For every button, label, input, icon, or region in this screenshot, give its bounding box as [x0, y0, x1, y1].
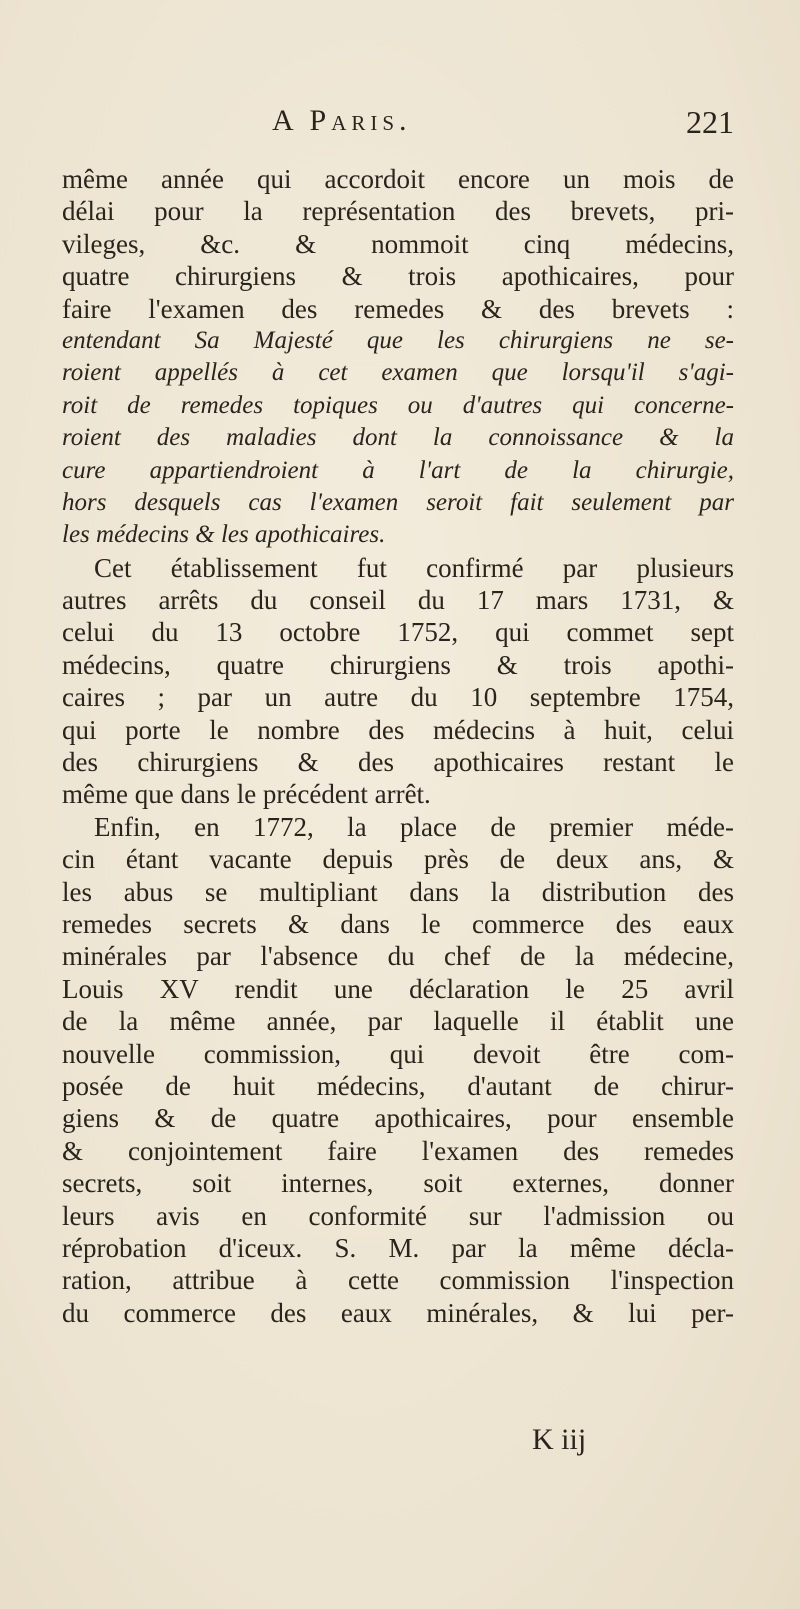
text-line: roit de remedes topiques ou d'autres qui concerne-: [62, 391, 734, 419]
body-text: [62, 163, 734, 1329]
text-line: du commerce des eaux minérales, & lui per-: [62, 1297, 734, 1328]
signature-mark: K iij: [532, 1423, 587, 1456]
text-line: & conjointement faire l'examen des remedes: [62, 1135, 734, 1166]
text-line: ration, attribue à cette commission l'inspection: [62, 1265, 734, 1296]
text-line: hors desquels cas l'examen seroit fait seulement par: [62, 488, 734, 516]
text-line: réprobation d'iceux. S. M. par la même décla-: [62, 1232, 734, 1263]
text-line: entendant Sa Majesté que les chirurgiens ne se-: [62, 326, 734, 354]
text-line: roient des maladies dont la connoissance & la: [62, 424, 734, 452]
text-line: des chirurgiens & des apothicaires restant le: [62, 747, 734, 778]
text-line: Cet établissement fut confirmé par plusieurs: [94, 552, 734, 583]
text-line: celui du 13 octobre 1752, qui commet sept: [62, 617, 734, 648]
page-number: 221: [686, 104, 734, 140]
text-line: qui porte le nombre des médecins à huit, celui: [62, 714, 734, 745]
text-line: posée de huit médecins, d'autant de chirur-: [62, 1070, 734, 1101]
text-line: giens & de quatre apothicaires, pour ensemble: [62, 1103, 734, 1134]
text-line: leurs avis en conformité sur l'admission ou: [62, 1200, 734, 1231]
text-line: Louis XV rendit une déclaration le 25 avril: [62, 973, 734, 1004]
text-line: minérales par l'absence du chef de la médecine,: [62, 941, 734, 972]
text-line: médecins, quatre chirurgiens & trois apothi-: [62, 649, 734, 680]
text-line: nouvelle commission, qui devoit être com-: [62, 1038, 734, 1069]
text-line: cin étant vacante depuis près de deux ans, &: [62, 844, 734, 875]
text-line: caires ; par un autre du 10 septembre 1754,: [62, 682, 734, 713]
running-title: A Paris.: [272, 104, 412, 137]
text-line: les abus se multipliant dans la distribution des: [62, 876, 734, 907]
text-line: même que dans le précédent arrêt.: [62, 779, 431, 810]
text-line: vileges, &c. & nommoit cinq médecins,: [62, 228, 734, 259]
text-line: même année qui accordoit encore un mois de: [62, 164, 734, 194]
text-line: secrets, soit internes, soit externes, donner: [62, 1168, 734, 1199]
text-line: faire l'examen des remedes & des brevets :: [62, 293, 734, 324]
text-line: cure appartiendroient à l'art de la chirurgie,: [62, 456, 734, 484]
text-line: remedes secrets & dans le commerce des eaux: [62, 908, 734, 939]
text-line: Enfin, en 1772, la place de premier méde-: [94, 811, 734, 842]
text-line: autres arrêts du conseil du 17 mars 1731, &: [62, 585, 734, 616]
text-line: roient appellés à cet examen que lorsqu'il s'agi-: [62, 359, 734, 387]
text-line: délai pour la représentation des brevets, pri-: [62, 196, 734, 227]
page-header: [62, 104, 734, 144]
text-line: les médecins & les apothicaires.: [62, 521, 386, 549]
text-line: de la même année, par laquelle il établit une: [62, 1006, 734, 1037]
text-line: quatre chirurgiens & trois apothicaires, pour: [62, 261, 734, 292]
